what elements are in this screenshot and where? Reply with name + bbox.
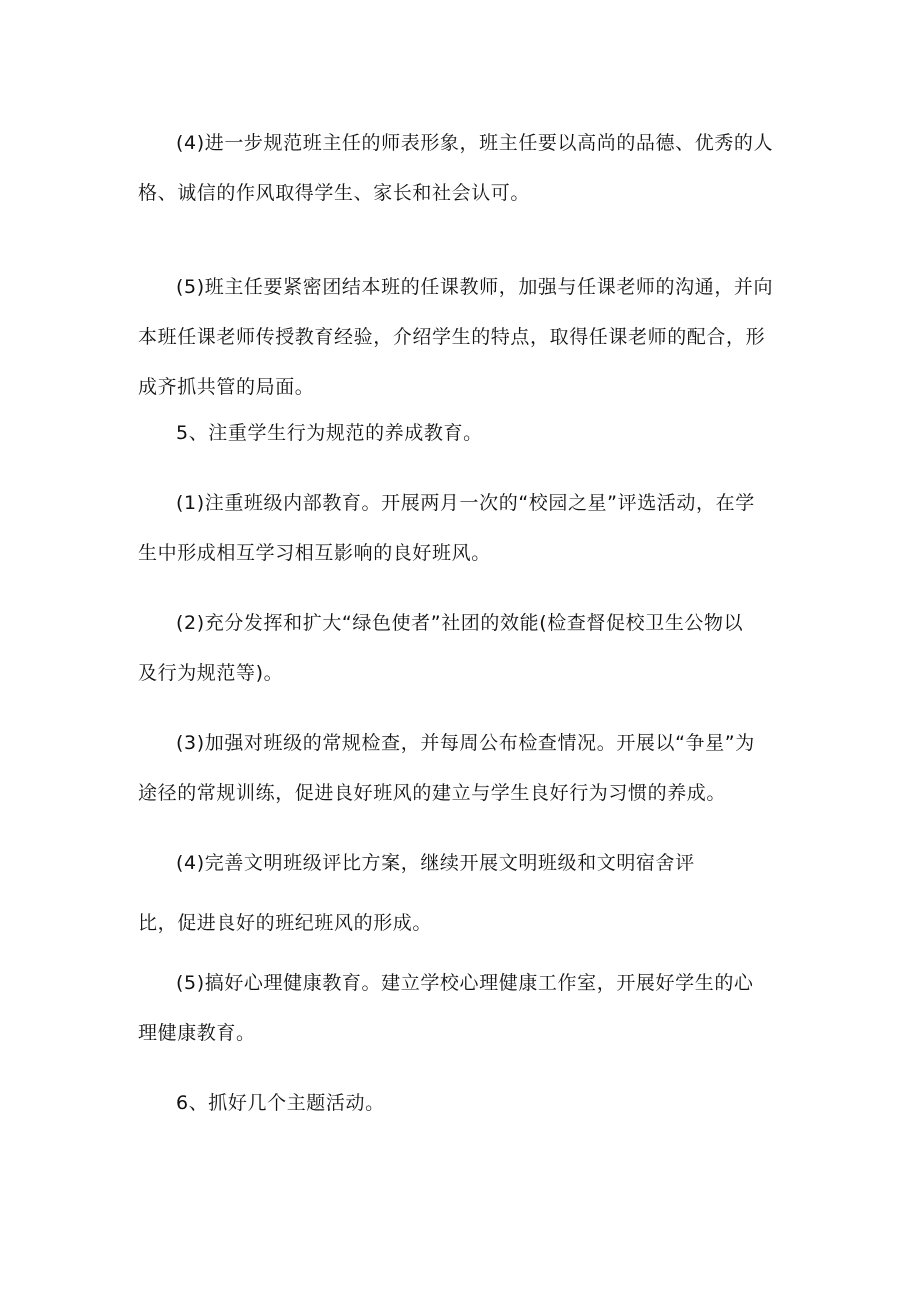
text-line: (4)完善文明班级评比方案，继续开展文明班级和文明宿舍评 <box>176 852 695 874</box>
paragraph-class-education <box>138 478 788 578</box>
section-heading-theme-activities <box>138 1078 788 1128</box>
paragraph-teacher-cooperation <box>138 262 788 412</box>
section-heading-behavior-education <box>138 408 788 458</box>
text-line: 及行为规范等)。 <box>138 662 284 684</box>
paragraph-mental-health <box>138 958 788 1058</box>
text-line: (2)充分发挥和扩大“绿色使者”社团的效能(检查督促校卫生公物以 <box>176 612 744 634</box>
text-line: 成齐抓共管的局面。 <box>138 376 315 398</box>
paragraph-teacher-image <box>138 118 788 218</box>
text-line: (3)加强对班级的常规检查，并每周公布检查情况。开展以“争星”为 <box>176 732 755 754</box>
text-line: (1)注重班级内部教育。开展两月一次的“校园之星”评选活动，在学 <box>176 492 755 514</box>
text-line: 途径的常规训练，促进良好班风的建立与学生良好行为习惯的养成。 <box>138 782 727 804</box>
paragraph-routine-inspection <box>138 718 788 818</box>
text-line: 比，促进良好的班纪班风的形成。 <box>138 912 433 934</box>
text-line: (4)进一步规范班主任的师表形象，班主任要以高尚的品德、优秀的人 <box>176 132 774 154</box>
text-line: (5)搞好心理健康教育。建立学校心理健康工作室，开展好学生的心 <box>176 972 754 994</box>
text-line: 理健康教育。 <box>138 1022 256 1044</box>
text-line: 5、注重学生行为规范的养成教育。 <box>176 422 483 444</box>
text-line: 生中形成相互学习相互影响的良好班风。 <box>138 542 491 564</box>
paragraph-civilized-class <box>138 838 788 948</box>
paragraph-green-envoy <box>138 598 788 698</box>
text-line: 本班任课老师传授教育经验，介绍学生的特点，取得任课老师的配合，形 <box>138 326 766 348</box>
text-line: 格、诚信的作风取得学生、家长和社会认可。 <box>138 182 531 204</box>
text-line: 6、抓好几个主题活动。 <box>176 1092 385 1114</box>
text-line: (5)班主任要紧密团结本班的任课教师，加强与任课老师的沟通，并向 <box>176 276 774 298</box>
